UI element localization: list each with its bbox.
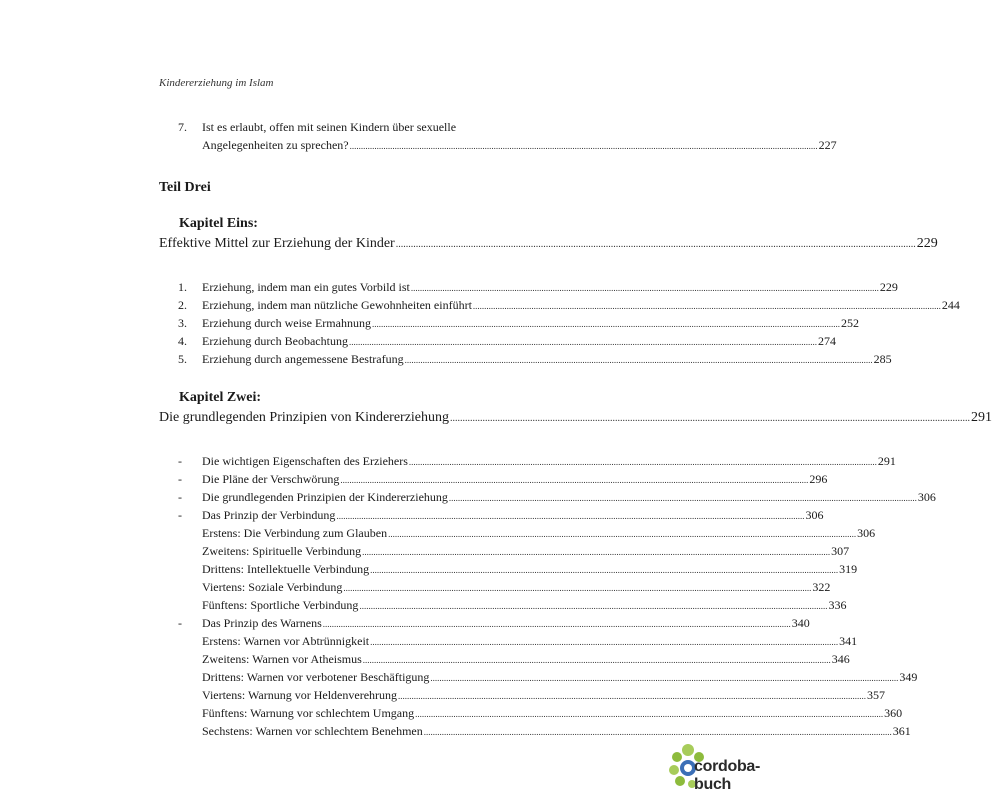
entry-page: 227 [818,138,837,152]
chapter-title [159,410,992,432]
entry-page: 361 [892,724,911,738]
entry-number: 7. [178,120,187,134]
entry-number: - [178,472,182,486]
entry-text: Die grundlegenden Prinzipien der Kindererziehung [202,490,448,504]
entry-page: 307 [831,544,850,558]
entry-page: 319 [839,562,858,576]
entry-number: 2. [178,298,187,312]
dot-leader: ................................................................................................................................................................................................................ [370,565,839,575]
dot-leader: ................................................................................................................................................................................................................ [349,141,818,151]
entry-text: Erstens: Warnen vor Abtrünnigkeit [202,634,370,648]
dot-leader: ................................................................................................................................................................................................................ [395,239,916,250]
entry-page: 229 [879,280,898,294]
toc-entry [159,314,859,332]
dot-leader: ................................................................................................................................................................................................................ [362,655,831,665]
table-of-contents [159,118,992,740]
toc-entry [159,578,831,596]
entry-text: Drittens: Warnen vor verbotener Beschäftigung [202,670,430,684]
entry-text: Viertens: Warnung vor Heldenverehrung [202,688,398,702]
toc-entry [159,596,847,614]
chapter-title [159,236,938,258]
entry-text: Ist es erlaubt, offen mit seinen Kindern über sexuelle [202,120,457,134]
logo-text: cordoba-buch [694,758,761,793]
toc-entry [159,614,810,632]
dot-leader: ................................................................................................................................................................................................................ [340,475,809,485]
dot-leader: ................................................................................................................................................................................................................ [398,691,867,701]
dot-leader: ................................................................................................................................................................................................................ [343,583,812,593]
entry-text: Erziehung, indem man nützliche Gewohnheiten einführt [202,298,472,312]
toc-entry [159,632,858,650]
toc-entry-continuation [159,136,837,154]
entry-text: Die wichtigen Eigenschaften des Erziehers [202,454,408,468]
toc-entry [159,722,911,740]
toc-entry [159,278,898,296]
running-header: Kindererziehung im Islam [159,77,274,89]
dot-leader: ................................................................................................................................................................................................................ [404,355,873,365]
entry-page: 349 [899,670,918,684]
entry-number: 5. [178,352,187,366]
entry-text: Erziehung, indem man ein gutes Vorbild ist [202,280,410,294]
toc-entry [159,704,903,722]
toc-entry [159,650,850,668]
dot-leader: ................................................................................................................................................................................................................ [362,547,831,557]
entry-text: Sechstens: Warnen vor schlechtem Benehmen [202,724,423,738]
entry-text: Erziehung durch Beobachtung [202,334,348,348]
entry-page: 322 [812,580,831,594]
entry-text: Erziehung durch weise Ermahnung [202,316,371,330]
entry-page: 306 [805,508,824,522]
entry-page: 274 [817,334,836,348]
entry-page: 285 [873,352,892,366]
toc-entry [159,470,828,488]
dot-leader: ................................................................................................................................................................................................................ [415,709,884,719]
toc-entry [159,118,599,136]
part-title: Teil Drei [159,180,211,195]
entry-text: Fünftens: Sportliche Verbindung [202,598,359,612]
chapter-label: Kapitel Eins: [179,216,258,231]
chapter-label: Kapitel Zwei: [179,390,262,405]
dot-leader: ................................................................................................................................................................................................................ [348,337,817,347]
entry-page: 336 [828,598,847,612]
dot-leader: ................................................................................................................................................................................................................ [408,457,877,467]
toc-entry [159,686,886,704]
entry-text: Erziehung durch angemessene Bestrafung [202,352,404,366]
entry-page: 340 [791,616,810,630]
entry-number: 4. [178,334,187,348]
dot-leader: ................................................................................................................................................................................................................ [336,511,805,521]
entry-text: Zweitens: Spirituelle Verbindung [202,544,362,558]
entry-text: Die Pläne der Verschwörung [202,472,340,486]
entry-number: - [178,454,182,468]
entry-number: - [178,616,182,630]
toc-entry [159,296,960,314]
entry-text: Angelegenheiten zu sprechen? [202,138,349,152]
entry-text: Fünftens: Warnung vor schlechtem Umgang [202,706,415,720]
chapter-title-text: Effektive Mittel zur Erziehung der Kinder [159,236,395,251]
dot-leader: ................................................................................................................................................................................................................ [322,619,791,629]
dot-leader: ................................................................................................................................................................................................................ [370,637,839,647]
toc-entry [159,560,858,578]
dot-leader: ................................................................................................................................................................................................................ [423,727,892,737]
entry-page: 306 [917,490,936,504]
toc-entry [159,524,876,542]
entry-page: 346 [831,652,850,666]
entry-page: 291 [877,454,896,468]
entry-text: Viertens: Soziale Verbindung [202,580,343,594]
entry-page: 341 [839,634,858,648]
toc-entry [159,506,824,524]
dot-leader: ................................................................................................................................................................................................................ [359,601,828,611]
chapter-title-text: Die grundlegenden Prinzipien von Kindererziehung [159,410,450,425]
chapter-page: 229 [916,236,938,251]
entry-number: - [178,490,182,504]
toc-entry [159,542,850,560]
chapter1-entries [159,278,960,368]
entry-number: - [178,508,182,522]
entry-page: 306 [857,526,876,540]
entry-text: Zweitens: Warnen vor Atheismus [202,652,362,666]
dot-leader: ................................................................................................................................................................................................................ [388,529,857,539]
toc-entry [159,350,892,368]
entry-text: Erstens: Die Verbindung zum Glauben [202,526,388,540]
toc-entry [159,668,918,686]
entry-text: Das Prinzip des Warnens [202,616,322,630]
dot-leader: ................................................................................................................................................................................................................ [450,413,971,424]
chapter-page: 291 [971,410,992,425]
entry-page: 296 [809,472,828,486]
entry-number: 1. [178,280,187,294]
entry-page: 357 [867,688,886,702]
entry-page: 360 [884,706,903,720]
toc-entry [159,452,896,470]
toc-entry [159,332,836,350]
dot-leader: ................................................................................................................................................................................................................ [472,301,941,311]
entry-text: Das Prinzip der Verbindung [202,508,336,522]
entry-page: 252 [840,316,859,330]
dot-leader: ................................................................................................................................................................................................................ [410,283,879,293]
cordoba-buch-logo [668,740,793,793]
dot-leader: ................................................................................................................................................................................................................ [430,673,899,683]
entry-number: 3. [178,316,187,330]
entry-text: Drittens: Intellektuelle Verbindung [202,562,370,576]
dot-leader: ................................................................................................................................................................................................................ [448,493,917,503]
chapter2-entries [159,452,936,740]
toc-entry [159,488,936,506]
entry-page: 244 [941,298,960,312]
dot-leader: ................................................................................................................................................................................................................ [371,319,840,329]
